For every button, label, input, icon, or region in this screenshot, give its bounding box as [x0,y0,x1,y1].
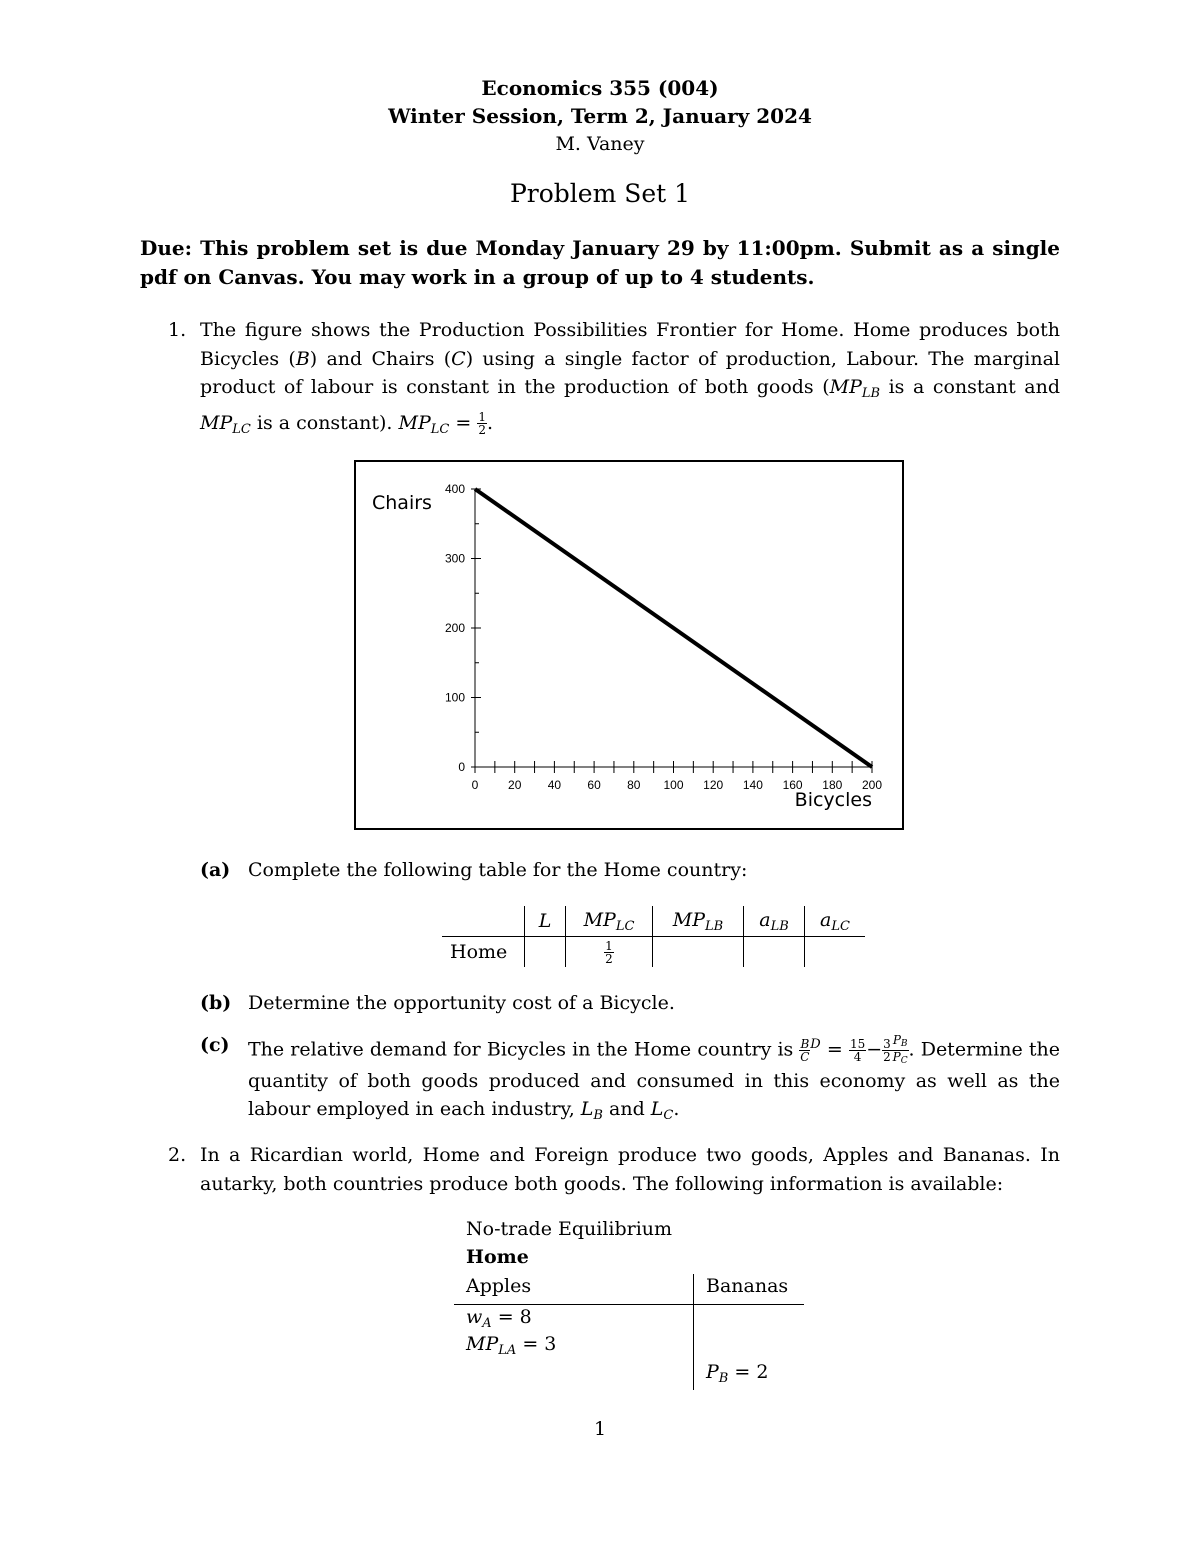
sup-d: D [810,1037,821,1052]
col-l [525,906,566,937]
q1a-label: (a) [200,859,231,881]
q1-text-c: ) using a single factor of production, Labour. The marginal product of labour is constant in the production of both goods ( [200,347,1060,398]
y-tick-label: 0 [458,760,465,774]
frac-bc [799,1038,810,1063]
q2-mpla [466,1333,556,1358]
x-tick-label: 120 [703,778,724,792]
lc-sub: C [663,1108,674,1124]
q1-number: 1. [168,319,187,341]
q1b-text: Determine the opportunity cost of a Bicycle. [248,992,675,1014]
q1b-label: (b) [200,992,232,1014]
var-c: C [451,347,466,370]
mpla-sub: LA [498,1343,517,1358]
mp-lb-sub: LB [861,386,881,401]
pb-sub: B [718,1371,729,1386]
q1c-text-1: The relative demand for Bicycles in the Home country is [248,1038,794,1061]
frac-bc-num: B [800,1036,810,1051]
frac-bc-den: C [800,1049,810,1064]
q1c-text [248,1031,1060,1131]
cell-frac-num: 1 [605,938,613,953]
mp-lc: MP [200,411,233,434]
minus: − [866,1038,883,1061]
q1c-and: and [602,1098,651,1121]
x-tick-label: 100 [663,778,684,792]
x-tick-label: 80 [627,778,641,792]
q1-eq: = [449,411,478,434]
q1-text-d: is a constant and [880,376,1060,398]
cell-alc [805,937,866,968]
row-home: Home [442,937,525,968]
page-number: 1 [593,1418,607,1440]
x-tick-label: 180 [822,778,843,792]
lb-l: L [580,1098,594,1121]
x-tick-label: 40 [547,778,562,792]
cell-l [525,937,566,968]
y-tick-label: 300 [444,551,465,566]
q2-table-title: No-trade Equilibrium [466,1218,673,1240]
col-alb-sub: LB [770,918,789,934]
q2-col-apples: Apples [466,1275,532,1297]
mp-lc-sub: LC [232,421,251,437]
q1-intro [200,316,1060,444]
x-tick-label: 200 [861,778,883,792]
y-axis-label: Chairs [372,492,432,514]
y-tick-label: 200 [444,621,465,635]
q1-text-e: is a constant). [250,411,399,434]
f32-den: 2 [883,1049,891,1064]
lc-l: L [650,1098,664,1121]
page-title: Problem Set 1 [509,179,691,208]
frac-pb: $P_B$ [892,1032,908,1049]
y-tick-label: 100 [444,690,465,705]
f15-num: 15 [849,1036,866,1051]
wa-val: = 8 [491,1306,532,1328]
col-l-label: L [538,910,552,932]
frac-15-4 [849,1038,866,1063]
col-alc-sub: LC [831,918,850,934]
wa-w: w [466,1306,483,1328]
f32-num: 3 [883,1036,891,1051]
col-alb: $a_{LB}$ [744,906,805,937]
q2-wa [466,1306,532,1331]
frac-3-2 [882,1038,892,1063]
col-mplb [653,906,744,937]
q1c-label: (c) [200,1034,230,1056]
instructor: M. Vaney [555,133,645,155]
home-table [442,906,865,967]
col-mplc-sub: LC [615,918,635,934]
cell-mplc [566,937,653,968]
cell-frac-den: 2 [605,951,613,966]
due-paragraph: Due: This problem set is due Monday January 29 by 11:00pm. Submit as a single pdf on Canvas. You may work in a group of up to 4 students. [140,236,1060,289]
col-mplc-mp: MP [583,908,616,931]
q1c-text-2: . Determine the quantity of both goods produced and consumed in this economy as well as the labour employed in each industry, [248,1038,1060,1121]
x-tick-label: 20 [508,778,522,792]
x-tick-label: 0 [471,778,479,792]
q1a-text: Complete the following table for the Home country: [248,859,748,881]
mpla-val: = 3 [516,1333,557,1355]
q2-hrule [454,1304,804,1305]
q1-end: . [487,411,494,434]
q1c-end: . [673,1098,680,1121]
frac-pb-pc [892,1034,909,1067]
frac-den: 2 [478,423,486,437]
f15-den: 4 [853,1049,862,1064]
x-tick-label: 160 [782,778,803,792]
eq-sign: = [826,1038,843,1061]
mp-lb: MP [829,376,862,398]
pb-val: = 2 [728,1361,769,1383]
q2-pb [706,1361,768,1386]
pb-p: P [706,1361,719,1383]
wa-sub: A [482,1316,492,1331]
ppf-chart [354,460,904,830]
q1-text-a: The figure shows the Production Possibilities Frontier for Home. Home produces both Bicycles ( [200,319,1060,370]
col-mplb-mp: MP [672,908,706,931]
cell-alb [744,937,805,968]
frac-half [477,411,487,436]
y-tick-label: 400 [444,482,465,496]
frac-pc: $P_C$ [892,1049,908,1066]
q1-text-b: ) and Chairs ( [309,347,452,370]
course-title: Economics 355 (004) [481,76,719,100]
var-b: B [295,347,310,370]
x-tick-label: 60 [587,778,601,792]
session-title: Winter Session, Term 2, January 2024 [388,104,812,128]
lb-sub: B [593,1108,603,1124]
mp-lc-sub-2: LC [430,421,450,437]
col-mplb-sub: LB [705,918,724,934]
q2-col-bananas: Bananas [706,1275,789,1297]
x-tick-label: 140 [742,778,763,792]
cell-mplb [653,937,744,968]
q2-vrule [693,1274,694,1390]
q2-table-sub: Home [466,1246,529,1268]
x-axis-label: Bicycles [794,789,872,811]
q2-text: In a Ricardian world, Home and Foreign produce two goods, Apples and Bananas. In autarky, both countries produce both goods. The following information is available: [200,1144,1060,1195]
chart-frame [355,461,903,829]
mp-lc-2: MP [398,411,431,434]
frac-num: 1 [478,410,486,424]
col-alc: $a_{LC}$ [805,906,866,937]
mpla-mp: MP [466,1333,499,1355]
col-mplc [566,906,653,937]
q2-number: 2. [168,1144,187,1166]
